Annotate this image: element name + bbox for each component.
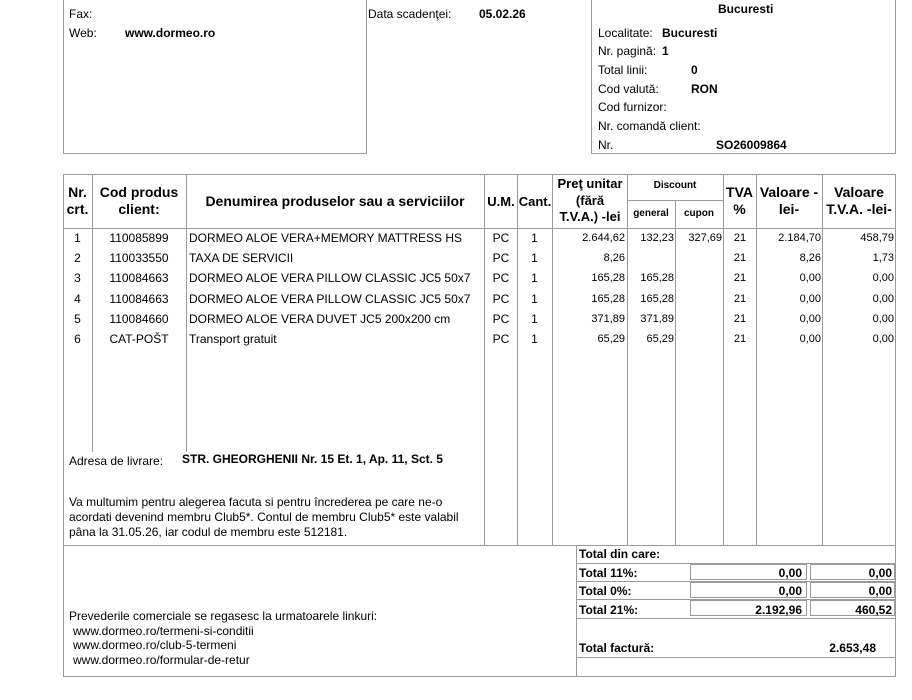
col-header-value: Valoare -lei- <box>759 184 819 217</box>
row-value: 0,00 <box>799 333 821 345</box>
client-order-label: Nr. comandă client: <box>598 119 701 133</box>
col-header-tva-value: Valoare T.V.A. -lei- <box>826 184 892 217</box>
invoice-total-label: Total factură: <box>579 641 655 655</box>
supplier-info-box <box>63 0 367 154</box>
total-0-label: Total 0%: <box>579 584 632 598</box>
total-21-base: 2.192,96 <box>755 603 802 617</box>
row-name: DORMEO ALOE VERA PILLOW CLASSIC JC5 50x7 <box>189 291 471 306</box>
locality-value: Bucuresti <box>662 26 718 40</box>
col-divider <box>756 174 757 546</box>
row-um: PC <box>492 291 510 306</box>
row-tva: 21 <box>733 272 747 285</box>
row-cupon: 327,69 <box>688 232 722 244</box>
row-qty: 1 <box>531 291 538 306</box>
row-price: 165,28 <box>591 292 625 305</box>
row-tva-value: 0,00 <box>872 312 894 325</box>
col-divider <box>723 174 724 546</box>
row-price: 8,26 <box>603 252 625 265</box>
due-date-value: 05.02.26 <box>479 7 526 21</box>
col-header-general: general <box>633 208 669 219</box>
row-nr: 6 <box>74 332 81 346</box>
row-um: PC <box>492 332 510 346</box>
row-tva-value: 0,00 <box>872 333 894 345</box>
total-11-label: Total 11%: <box>579 566 638 580</box>
col-divider <box>517 174 518 546</box>
col-divider <box>484 174 485 546</box>
col-header-code: Cod produs client: <box>99 184 179 217</box>
row-name: Transport gratuit <box>189 332 277 346</box>
row-tva: 21 <box>733 333 747 345</box>
total-21-tva: 460,52 <box>855 603 892 617</box>
row-value: 0,00 <box>799 292 821 305</box>
col-header-price-line1: Preţ unitar <box>557 176 623 191</box>
row-qty: 1 <box>531 332 538 346</box>
order-number-label: Nr. <box>598 138 614 152</box>
total-11-base: 0,00 <box>778 566 802 580</box>
page-number-value: 1 <box>662 44 669 58</box>
row-value: 0,00 <box>799 312 821 325</box>
col-header-price-line3: T.V.A.) -lei <box>559 209 621 224</box>
total-lines-label: Total linii: <box>598 63 648 77</box>
col-header-nr: Nr. crt. <box>66 184 89 217</box>
col-divider <box>675 200 676 546</box>
thanks-line-3: pâna la 31.05.26, iar codul de membru este 512181. <box>69 525 348 539</box>
col-header-price-line2: (fără <box>575 193 605 208</box>
thanks-line-2: acordati devenind membru Club5*. Contul de membru Club5* este valabil <box>69 510 459 524</box>
row-name: DORMEO ALOE VERA DUVET JC5 200x200 cm <box>189 311 451 326</box>
items-table <box>63 174 896 546</box>
col-header-discount: Discount <box>653 180 697 191</box>
row-tva: 21 <box>733 232 747 244</box>
thanks-line-1: Va multumim pentru alegerea facuta si pentru încrederea pe care ne-o <box>69 495 443 509</box>
row-um: PC <box>492 231 510 245</box>
currency-value: RON <box>691 82 718 96</box>
totals-heading: Total din care: <box>579 547 661 561</box>
row-value: 0,00 <box>799 272 821 285</box>
row-general: 165,28 <box>640 292 674 305</box>
row-tva: 21 <box>733 252 747 265</box>
row-general: 371,89 <box>640 312 674 325</box>
totals-divider <box>576 618 896 619</box>
row-name: DORMEO ALOE VERA PILLOW CLASSIC JC5 50x7 <box>189 271 471 286</box>
delivery-label: Adresa de livrare: <box>69 454 164 468</box>
row-price: 165,28 <box>591 272 625 285</box>
row-code: 110084660 <box>109 311 169 326</box>
row-code: 110084663 <box>109 291 169 306</box>
col-header-cupon: cupon <box>684 208 714 219</box>
page-number-label: Nr. pagină: <box>598 44 657 58</box>
col-header-tva: TVA % <box>726 184 753 217</box>
total-11-tva: 0,00 <box>868 566 892 580</box>
terms-link-1[interactable]: www.dormeo.ro/termeni-si-conditii <box>73 624 254 638</box>
row-tva: 21 <box>733 292 747 305</box>
col-header-um: U.M. <box>487 194 515 209</box>
row-qty: 1 <box>531 231 538 245</box>
total-21-label: Total 21%: <box>579 603 639 617</box>
terms-link-3[interactable]: www.dormeo.ro/formular-de-retur <box>73 653 250 667</box>
row-value: 8,26 <box>799 252 821 265</box>
col-divider <box>627 174 628 546</box>
total-0-base: 0,00 <box>778 584 802 598</box>
row-qty: 1 <box>531 311 538 326</box>
row-general: 165,28 <box>640 272 674 285</box>
col-header-name: Denumirea produselor sau a serviciilor <box>205 193 465 209</box>
locality-label: Localitate: <box>598 26 653 40</box>
row-qty: 1 <box>531 251 538 266</box>
row-code: 110085899 <box>109 231 169 245</box>
fax-label: Fax: <box>69 7 93 21</box>
supplier-code-label: Cod furnizor: <box>598 100 667 114</box>
city-heading: Bucuresti <box>718 2 774 16</box>
row-tva-value: 0,00 <box>872 292 894 305</box>
row-um: PC <box>492 271 510 286</box>
terms-link-2[interactable]: www.dormeo.ro/club-5-termeni <box>73 638 237 652</box>
invoice-total-value: 2.653,48 <box>829 641 876 655</box>
row-um: PC <box>492 251 510 266</box>
row-nr: 1 <box>74 231 81 245</box>
row-tva-value: 458,79 <box>860 232 894 244</box>
total-0-tva: 0,00 <box>868 584 892 598</box>
col-divider <box>186 174 187 452</box>
row-tva-value: 1,73 <box>872 252 894 265</box>
col-header-qty: Cant. <box>518 194 552 209</box>
row-code: CAT-POŠT <box>109 332 169 346</box>
row-tva: 21 <box>733 312 747 325</box>
row-price: 2.644,62 <box>582 232 625 244</box>
totals-divider <box>576 657 896 658</box>
row-name: DORMEO ALOE VERA+MEMORY MATTRESS HS <box>189 231 463 245</box>
terms-intro: Prevederile comerciale se regasesc la urmatoarele linkuri: <box>69 609 378 623</box>
row-tva-value: 0,00 <box>872 272 894 285</box>
row-nr: 3 <box>74 271 81 286</box>
currency-label: Cod valută: <box>598 82 659 96</box>
due-date-label: Data scadenţei: <box>368 7 452 21</box>
row-nr: 5 <box>74 311 81 326</box>
header-divider <box>63 228 896 229</box>
row-qty: 1 <box>531 271 538 286</box>
col-divider <box>552 174 553 546</box>
row-price: 371,89 <box>591 312 625 325</box>
web-label: Web: <box>69 26 97 40</box>
row-code: 110033550 <box>109 251 169 266</box>
row-um: PC <box>492 311 510 326</box>
row-value: 2.184,70 <box>778 232 821 244</box>
row-name: TAXA DE SERVICII <box>189 251 294 266</box>
col-divider <box>822 174 823 546</box>
row-nr: 4 <box>74 291 81 306</box>
row-nr: 2 <box>74 251 81 266</box>
row-general: 65,29 <box>646 333 674 345</box>
total-lines-value: 0 <box>691 63 698 77</box>
row-general: 132,23 <box>640 232 674 244</box>
order-number-value: SO26009864 <box>716 138 787 152</box>
delivery-address: STR. GHEORGHENII Nr. 15 Et. 1, Ap. 11, Sct. 5 <box>182 452 443 466</box>
row-price: 65,29 <box>597 333 625 345</box>
web-value: www.dormeo.ro <box>125 26 216 40</box>
row-code: 110084663 <box>109 271 169 286</box>
